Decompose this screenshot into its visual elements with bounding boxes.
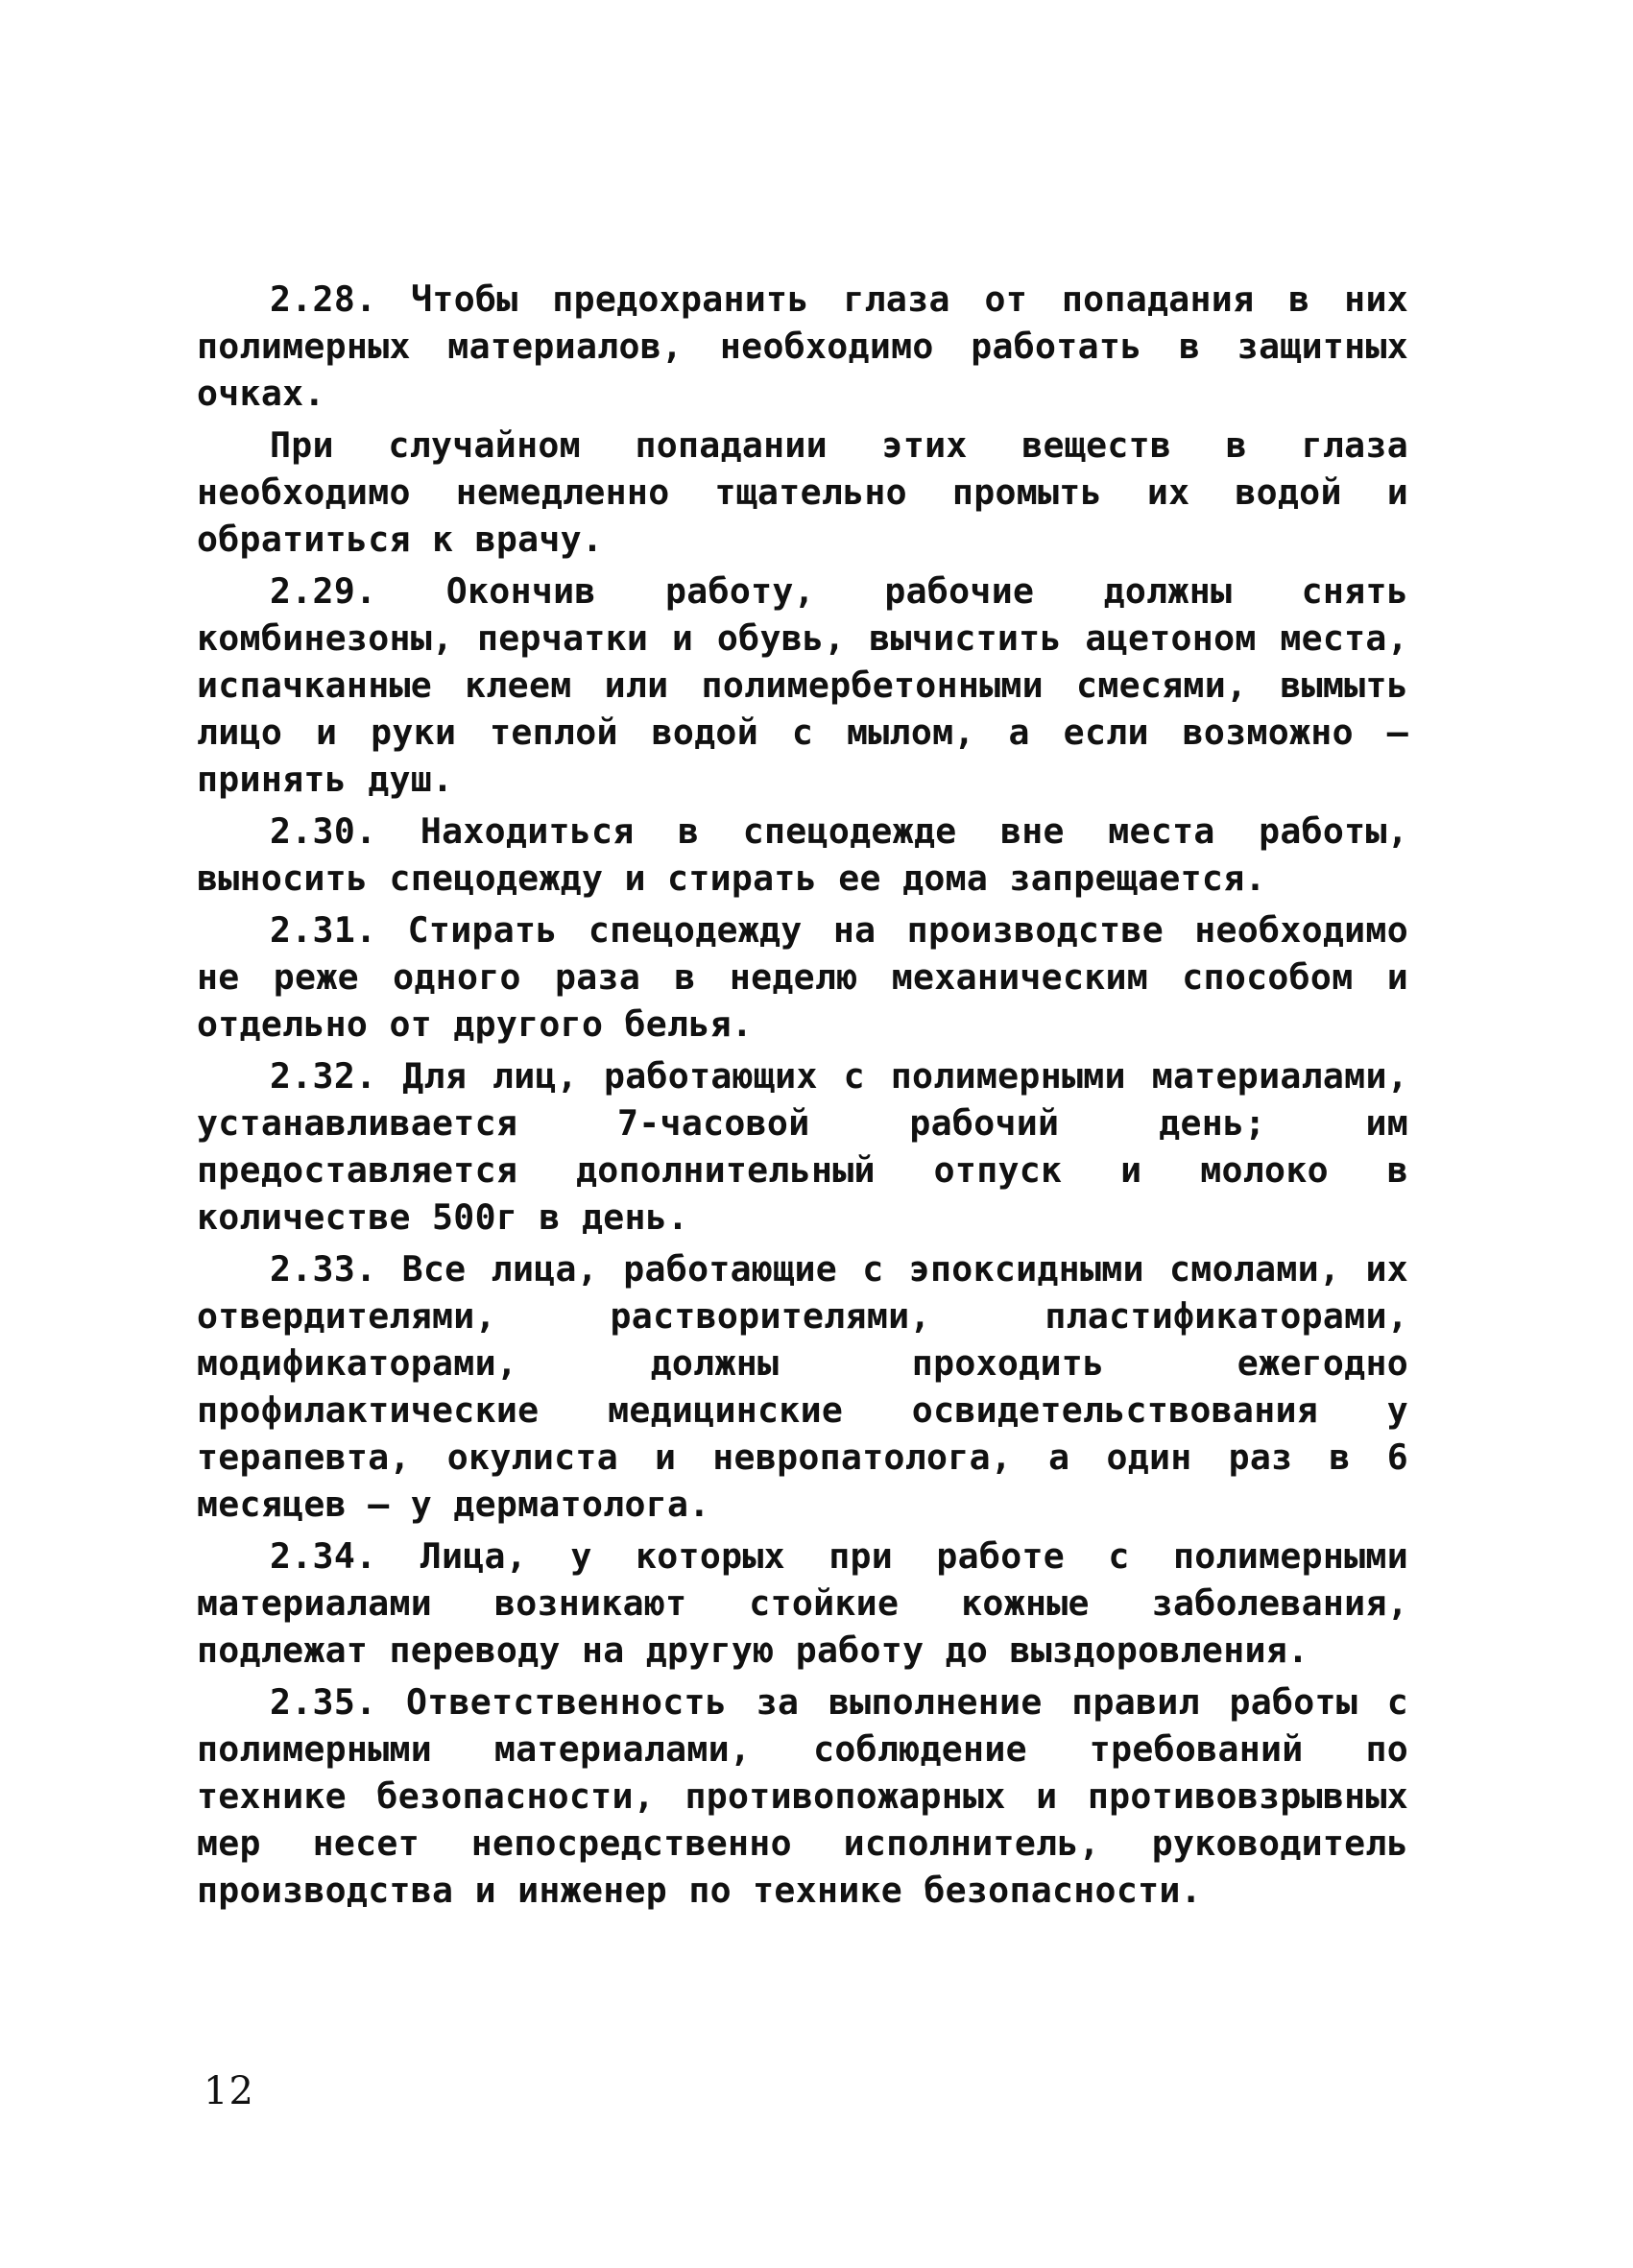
paragraph-eye-contact: При случайном попадании этих веществ в глаза необходимо немедленно тщательно промыть их водой и обратиться к врачу. [197, 424, 1408, 560]
paragraph-2-30: 2.30. Находиться в спецодежде вне места работы, выносить спецодежду и стирать ее дома запрещается. [197, 810, 1408, 899]
paragraph-2-31: 2.31. Стирать спецодежду на производстве необходимо не реже одного раза в неделю механическим способом и отдельно от другого белья. [197, 909, 1408, 1045]
paragraph-2-35: 2.35. Ответственность за выполнение правил работы с полимерными материалами, соблюдение требований по технике безопасности, противопожарных и противовзрывных мер несет непосредственно исполнитель, руководитель производства и инженер по технике безопасности. [197, 1681, 1408, 1911]
paragraph-2-28: 2.28. Чтобы предохранить глаза от попадания в них полимерных материалов, необходимо работать в защитных очках. [197, 278, 1408, 414]
paragraph-2-34: 2.34. Лица, у которых при работе с полимерными материалами возникают стойкие кожные заболевания, подлежат переводу на другую работу до выздоровления. [197, 1535, 1408, 1671]
paragraph-2-29: 2.29. Окончив работу, рабочие должны снять комбинезоны, перчатки и обувь, вычистить ацетоном места, испачканные клеем или полимербетонными смесями, вымыть лицо и руки теплой водой с мылом, а если возможно – принять душ. [197, 570, 1408, 800]
paragraph-2-32: 2.32. Для лиц, работающих с полимерными материалами, устанавливается 7-часовой рабочий день; им предоставляется дополнительный отпуск и молоко в количестве 500г в день. [197, 1055, 1408, 1238]
paragraph-2-33: 2.33. Все лица, работающие с эпоксидными смолами, их отвердителями, растворителями, пластификаторами, модификаторами, должны проходить ежегодно профилактические медицинские освидетельствования у терапевта, окулиста и невропатолога, а один раз в 6 месяцев – у дерматолога. [197, 1248, 1408, 1525]
document-body [197, 276, 1408, 1918]
page-number: 12 [204, 2069, 254, 2113]
